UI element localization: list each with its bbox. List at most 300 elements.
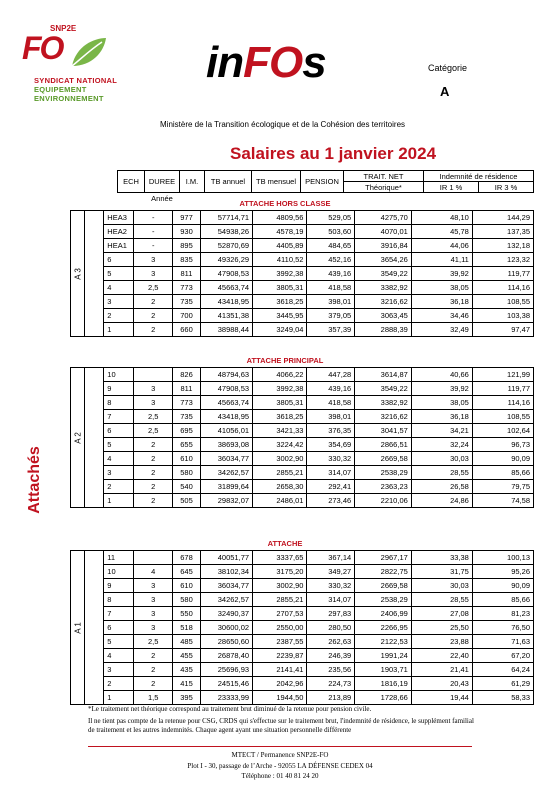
table-cell: 1816,19: [355, 677, 412, 691]
table-cell: 773: [173, 396, 201, 410]
table-cell: 114,16: [472, 281, 533, 295]
table-cell: 34262,57: [200, 466, 252, 480]
table-cell: 835: [173, 253, 201, 267]
table-cell: 3002,90: [253, 579, 307, 593]
table-cell: 36034,77: [200, 452, 252, 466]
grade-label-text: A 1: [73, 621, 83, 634]
table-cell: HEA2: [104, 225, 134, 239]
table-cell: 3549,22: [355, 267, 412, 281]
table-cell: 30600,02: [200, 621, 252, 635]
table-cell: 645: [173, 565, 201, 579]
table-cell: 3421,33: [253, 424, 307, 438]
logo-snp2e-text: SNP2E: [50, 24, 77, 33]
table-cell: 655: [173, 438, 201, 452]
table-cell: 4405,89: [253, 239, 307, 253]
table-row: [71, 211, 534, 225]
table-cell: -: [134, 211, 173, 225]
table-cell: 36034,77: [200, 579, 252, 593]
table-cell: 40051,77: [200, 551, 252, 565]
table-cell: 119,77: [472, 267, 533, 281]
table-cell: -: [134, 225, 173, 239]
table-cell: 2: [134, 466, 173, 480]
table-cell: 2855,21: [253, 593, 307, 607]
table-cell: 3249,04: [253, 323, 307, 337]
table-cell: 895: [173, 239, 201, 253]
table-row: [71, 368, 534, 382]
table-cell: 3: [134, 579, 173, 593]
table-cell: 435: [173, 663, 201, 677]
table-cell: 2,5: [134, 410, 173, 424]
table-cell: 32,24: [411, 438, 472, 452]
table-cell: [134, 551, 173, 565]
spacer-cell: [85, 551, 104, 705]
table-cell: 518: [173, 621, 201, 635]
table-row: [71, 579, 534, 593]
table-cell: 273,46: [307, 494, 355, 508]
table-cell: 61,29: [472, 677, 533, 691]
header-duree-unit: Année: [151, 193, 173, 203]
table-cell: 418,58: [307, 396, 355, 410]
table-cell: 85,66: [472, 466, 533, 480]
table-cell: 28,55: [411, 593, 472, 607]
table-cell: 26878,40: [200, 649, 252, 663]
table-cell: 36,18: [411, 410, 472, 424]
table-cell: 2,5: [134, 281, 173, 295]
table-cell: 678: [173, 551, 201, 565]
brand-pre: in: [206, 38, 244, 87]
table-cell: 357,39: [307, 323, 355, 337]
table-cell: 10: [104, 565, 134, 579]
table-row: [71, 295, 534, 309]
table-row: [71, 438, 534, 452]
table-cell: 24,86: [411, 494, 472, 508]
table-cell: 398,01: [307, 295, 355, 309]
table-row: [71, 663, 534, 677]
table-cell: 38988,44: [200, 323, 252, 337]
grade-label: [71, 551, 85, 705]
table-cell: 418,58: [307, 281, 355, 295]
table-row: [71, 267, 534, 281]
table-cell: 71,63: [472, 635, 533, 649]
table-cell: 2363,23: [355, 480, 412, 494]
table-cell: 9: [104, 382, 134, 396]
table-cell: 41056,01: [200, 424, 252, 438]
table-row: [71, 239, 534, 253]
table-cell: 41351,38: [200, 309, 252, 323]
table-cell: 3: [104, 466, 134, 480]
table-row: [71, 480, 534, 494]
table-row: [71, 677, 534, 691]
table-row: [71, 452, 534, 466]
table-cell: 48,10: [411, 211, 472, 225]
table-cell: 90,09: [472, 452, 533, 466]
table-row: [71, 551, 534, 565]
table-cell: 3445,95: [253, 309, 307, 323]
table-cell: 2707,53: [253, 607, 307, 621]
table-cell: 44,06: [411, 239, 472, 253]
table-cell: 7: [104, 410, 134, 424]
table-cell: 395: [173, 691, 201, 705]
table-cell: 262,63: [307, 635, 355, 649]
table-cell: 47908,53: [200, 267, 252, 281]
table-cell: 121,99: [472, 368, 533, 382]
table-cell: 660: [173, 323, 201, 337]
table-cell: 3618,25: [253, 410, 307, 424]
table-cell: 41,11: [411, 253, 472, 267]
table-cell: 3: [134, 253, 173, 267]
table-cell: 826: [173, 368, 201, 382]
table-cell: 330,32: [307, 579, 355, 593]
page-title: Salaires au 1 janvier 2024: [230, 144, 437, 163]
table-cell: 1: [104, 494, 134, 508]
table-cell: 439,16: [307, 382, 355, 396]
table-cell: 52870,69: [200, 239, 252, 253]
table-cell: 3549,22: [355, 382, 412, 396]
section-label-hors-classe: ATTACHE HORS CLASSE: [239, 199, 331, 208]
table-cell: 2538,29: [355, 593, 412, 607]
salary-table-hors-classe: [70, 210, 534, 337]
table-cell: 505: [173, 494, 201, 508]
table-cell: 2: [104, 480, 134, 494]
table-cell: 415: [173, 677, 201, 691]
table-cell: 3: [134, 593, 173, 607]
table-cell: 103,38: [472, 309, 533, 323]
table-cell: 1,5: [134, 691, 173, 705]
table-cell: 25,50: [411, 621, 472, 635]
table-cell: 3654,26: [355, 253, 412, 267]
table-cell: 2042,96: [253, 677, 307, 691]
table-cell: 21,41: [411, 663, 472, 677]
table-row: [71, 323, 534, 337]
table-cell: 3916,84: [355, 239, 412, 253]
address-line-1: MTECT / Permanence SNP2E-FO: [231, 751, 329, 759]
table-row: [71, 494, 534, 508]
table-cell: 137,35: [472, 225, 533, 239]
table-cell: 314,07: [307, 593, 355, 607]
table-cell: 34,46: [411, 309, 472, 323]
table-cell: 7: [104, 607, 134, 621]
address-line-3: Téléphone : 01 40 81 24 20: [241, 772, 319, 780]
table-cell: 2210,06: [355, 494, 412, 508]
table-cell: 3382,92: [355, 396, 412, 410]
table-cell: 735: [173, 410, 201, 424]
category-value: A: [440, 84, 450, 99]
table-cell: 64,24: [472, 663, 533, 677]
table-cell: 45663,74: [200, 396, 252, 410]
table-cell: 3: [104, 295, 134, 309]
table-cell: 3041,57: [355, 424, 412, 438]
footer-divider: [88, 746, 472, 747]
snp2e-fo-logo: [20, 24, 120, 109]
table-cell: 119,77: [472, 382, 533, 396]
table-cell: 81,23: [472, 607, 533, 621]
table-cell: 2: [134, 663, 173, 677]
table-cell: 2888,39: [355, 323, 412, 337]
table-cell: 39,92: [411, 267, 472, 281]
table-cell: 30,03: [411, 452, 472, 466]
table-cell: 2: [134, 649, 173, 663]
table-cell: 6: [104, 621, 134, 635]
table-cell: 8: [104, 593, 134, 607]
table-cell: 2486,01: [253, 494, 307, 508]
table-cell: 28,55: [411, 466, 472, 480]
table-cell: 5: [104, 267, 134, 281]
table-cell: 39,92: [411, 382, 472, 396]
table-cell: 2: [104, 309, 134, 323]
table-cell: 79,75: [472, 480, 533, 494]
table-cell: 484,65: [307, 239, 355, 253]
table-cell: 23333,99: [200, 691, 252, 705]
table-cell: 28650,60: [200, 635, 252, 649]
table-cell: 485: [173, 635, 201, 649]
table-cell: 811: [173, 267, 201, 281]
table-cell: 2387,55: [253, 635, 307, 649]
table-cell: 100,13: [472, 551, 533, 565]
table-cell: 97,47: [472, 323, 533, 337]
table-cell: 2550,00: [253, 621, 307, 635]
table-cell: 6: [104, 424, 134, 438]
table-cell: 38,05: [411, 396, 472, 410]
table-cell: 439,16: [307, 267, 355, 281]
table-cell: 330,32: [307, 452, 355, 466]
table-cell: 3: [104, 663, 134, 677]
table-cell: 695: [173, 424, 201, 438]
table-cell: 2122,53: [355, 635, 412, 649]
table-cell: 67,20: [472, 649, 533, 663]
table-cell: 6: [104, 253, 134, 267]
logo-line-1: SYNDICAT NATIONAL: [34, 76, 118, 85]
table-cell: 3: [134, 267, 173, 281]
header-duree: DUREE: [145, 171, 180, 193]
table-cell: 32,49: [411, 323, 472, 337]
table-cell: 292,41: [307, 480, 355, 494]
table-cell: 9: [104, 579, 134, 593]
address-line-2: Plot I - 30, passage de l’Arche - 92055 LA DÉFENSE CEDEX 04: [187, 762, 373, 770]
table-cell: 2: [134, 677, 173, 691]
table-cell: [134, 368, 173, 382]
table-cell: 20,43: [411, 677, 472, 691]
table-cell: HEA1: [104, 239, 134, 253]
table-cell: 2: [134, 438, 173, 452]
table-cell: 3337,65: [253, 551, 307, 565]
table-cell: 811: [173, 382, 201, 396]
header-trait-net: TRAIT. NET: [344, 171, 424, 182]
table-cell: 503,60: [307, 225, 355, 239]
table-cell: 31,75: [411, 565, 472, 579]
table-cell: 23,88: [411, 635, 472, 649]
table-cell: 45663,74: [200, 281, 252, 295]
table-cell: 1903,71: [355, 663, 412, 677]
table-cell: 3002,90: [253, 452, 307, 466]
table-row: [71, 565, 534, 579]
table-cell: 3: [134, 396, 173, 410]
table-cell: 2: [104, 677, 134, 691]
table-cell: 580: [173, 593, 201, 607]
table-cell: 2967,17: [355, 551, 412, 565]
table-cell: 33,38: [411, 551, 472, 565]
table-cell: 38,05: [411, 281, 472, 295]
table-cell: 38693,08: [200, 438, 252, 452]
spacer-cell: [85, 368, 104, 508]
category-label: Catégorie: [428, 63, 468, 73]
table-cell: 34,21: [411, 424, 472, 438]
table-cell: 3614,87: [355, 368, 412, 382]
table-cell: 550: [173, 607, 201, 621]
table-cell: 213,89: [307, 691, 355, 705]
table-cell: 3992,38: [253, 382, 307, 396]
table-cell: 30,03: [411, 579, 472, 593]
table-cell: 224,73: [307, 677, 355, 691]
table-cell: 32490,37: [200, 607, 252, 621]
table-cell: 398,01: [307, 410, 355, 424]
table-cell: 102,64: [472, 424, 533, 438]
footnote-2: Il ne tient pas compte de la retenue pour CSG, CRDS qui s'effectue sur le traitement brut, l'indemnité de résidence, le supplément familial de traitement et les autres indemnités. Chaque agent ayant une situation personnelle différente: [88, 717, 474, 734]
table-cell: 314,07: [307, 466, 355, 480]
header-im: I.M.: [180, 171, 205, 193]
table-cell: 376,35: [307, 424, 355, 438]
table-cell: 27,08: [411, 607, 472, 621]
table-cell: 144,29: [472, 211, 533, 225]
table-cell: -: [134, 239, 173, 253]
footnote-1: *Le traitement net théorique correspond au traitement brut diminué de la retenue pour pension civile.: [88, 705, 372, 713]
table-cell: 1991,24: [355, 649, 412, 663]
table-cell: 447,28: [307, 368, 355, 382]
table-cell: 773: [173, 281, 201, 295]
table-cell: 1728,66: [355, 691, 412, 705]
table-cell: 580: [173, 466, 201, 480]
table-cell: 1: [104, 323, 134, 337]
logo-line-2: EQUIPEMENT: [34, 85, 87, 94]
table-cell: 4: [104, 452, 134, 466]
table-cell: 4066,22: [253, 368, 307, 382]
table-row: [71, 281, 534, 295]
table-cell: 529,05: [307, 211, 355, 225]
table-cell: 610: [173, 452, 201, 466]
table-cell: 85,66: [472, 593, 533, 607]
table-cell: 3618,25: [253, 295, 307, 309]
table-cell: 29832,07: [200, 494, 252, 508]
table-cell: 2: [134, 452, 173, 466]
table-cell: 280,50: [307, 621, 355, 635]
table-cell: 4110,52: [253, 253, 307, 267]
table-cell: 246,39: [307, 649, 355, 663]
logo-fo-text: FO: [22, 30, 63, 66]
table-cell: 977: [173, 211, 201, 225]
table-row: [71, 253, 534, 267]
table-cell: 49326,29: [200, 253, 252, 267]
side-title: [13, 400, 57, 560]
table-cell: 57714,71: [200, 211, 252, 225]
table-cell: 2: [134, 494, 173, 508]
header-pension: PENSION: [301, 171, 344, 193]
infos-brand-title: [206, 38, 326, 88]
table-cell: 36,18: [411, 295, 472, 309]
table-row: [71, 225, 534, 239]
table-cell: 34262,57: [200, 593, 252, 607]
table-cell: 2658,30: [253, 480, 307, 494]
table-cell: 2406,99: [355, 607, 412, 621]
table-cell: 1: [104, 691, 134, 705]
table-cell: 43418,95: [200, 410, 252, 424]
table-cell: 2: [134, 309, 173, 323]
table-cell: HEA3: [104, 211, 134, 225]
header-ech: ECH: [118, 171, 145, 193]
brand-post: s: [302, 38, 326, 87]
table-cell: 47908,53: [200, 382, 252, 396]
table-cell: 379,05: [307, 309, 355, 323]
table-cell: 3: [134, 621, 173, 635]
table-cell: 2866,51: [355, 438, 412, 452]
header-ir1: IR 1 %: [424, 182, 479, 193]
salary-table-principal: [70, 367, 534, 508]
grade-label: [71, 368, 85, 508]
brand-mid: FO: [243, 38, 303, 87]
table-cell: 2,5: [134, 635, 173, 649]
table-cell: 2822,75: [355, 565, 412, 579]
table-row: [71, 621, 534, 635]
table-cell: 2: [134, 295, 173, 309]
header-ir3: IR 3 %: [479, 182, 534, 193]
table-cell: 31899,64: [200, 480, 252, 494]
header-indemnite: Indemnité de résidence: [424, 171, 534, 182]
table-cell: 297,83: [307, 607, 355, 621]
table-cell: 2239,87: [253, 649, 307, 663]
table-cell: 10: [104, 368, 134, 382]
table-cell: 26,58: [411, 480, 472, 494]
table-row: [71, 396, 534, 410]
table-cell: 3216,62: [355, 295, 412, 309]
grade-label-text: A 2: [73, 431, 83, 444]
table-cell: 58,33: [472, 691, 533, 705]
table-cell: 735: [173, 295, 201, 309]
table-cell: 1944,50: [253, 691, 307, 705]
header-tb-mensuel: TB mensuel: [252, 171, 301, 193]
table-cell: 3224,42: [253, 438, 307, 452]
logo-line-3: ENVIRONNEMENT: [34, 94, 104, 103]
table-cell: 452,16: [307, 253, 355, 267]
header-tb-annuel: TB annuel: [205, 171, 252, 193]
table-cell: 19,44: [411, 691, 472, 705]
table-row: [71, 466, 534, 480]
table-cell: 38102,34: [200, 565, 252, 579]
table-cell: 24515,46: [200, 677, 252, 691]
table-row: [71, 649, 534, 663]
table-row: [71, 382, 534, 396]
table-cell: 45,78: [411, 225, 472, 239]
table-cell: 2141,41: [253, 663, 307, 677]
table-cell: 3: [134, 382, 173, 396]
leaf-icon: [68, 36, 108, 70]
grade-label: [71, 211, 85, 337]
table-cell: 74,58: [472, 494, 533, 508]
table-cell: 11: [104, 551, 134, 565]
section-label-principal: ATTACHE PRINCIPAL: [246, 356, 324, 365]
table-row: [71, 635, 534, 649]
table-row: [71, 309, 534, 323]
table-cell: 2,5: [134, 424, 173, 438]
table-cell: 48794,63: [200, 368, 252, 382]
table-cell: 540: [173, 480, 201, 494]
table-cell: 40,66: [411, 368, 472, 382]
table-cell: 3175,20: [253, 565, 307, 579]
table-cell: 3805,31: [253, 281, 307, 295]
table-cell: 4: [134, 565, 173, 579]
table-cell: 43418,95: [200, 295, 252, 309]
table-cell: 3992,38: [253, 267, 307, 281]
table-cell: 235,56: [307, 663, 355, 677]
table-cell: 4070,01: [355, 225, 412, 239]
table-cell: 4578,19: [253, 225, 307, 239]
